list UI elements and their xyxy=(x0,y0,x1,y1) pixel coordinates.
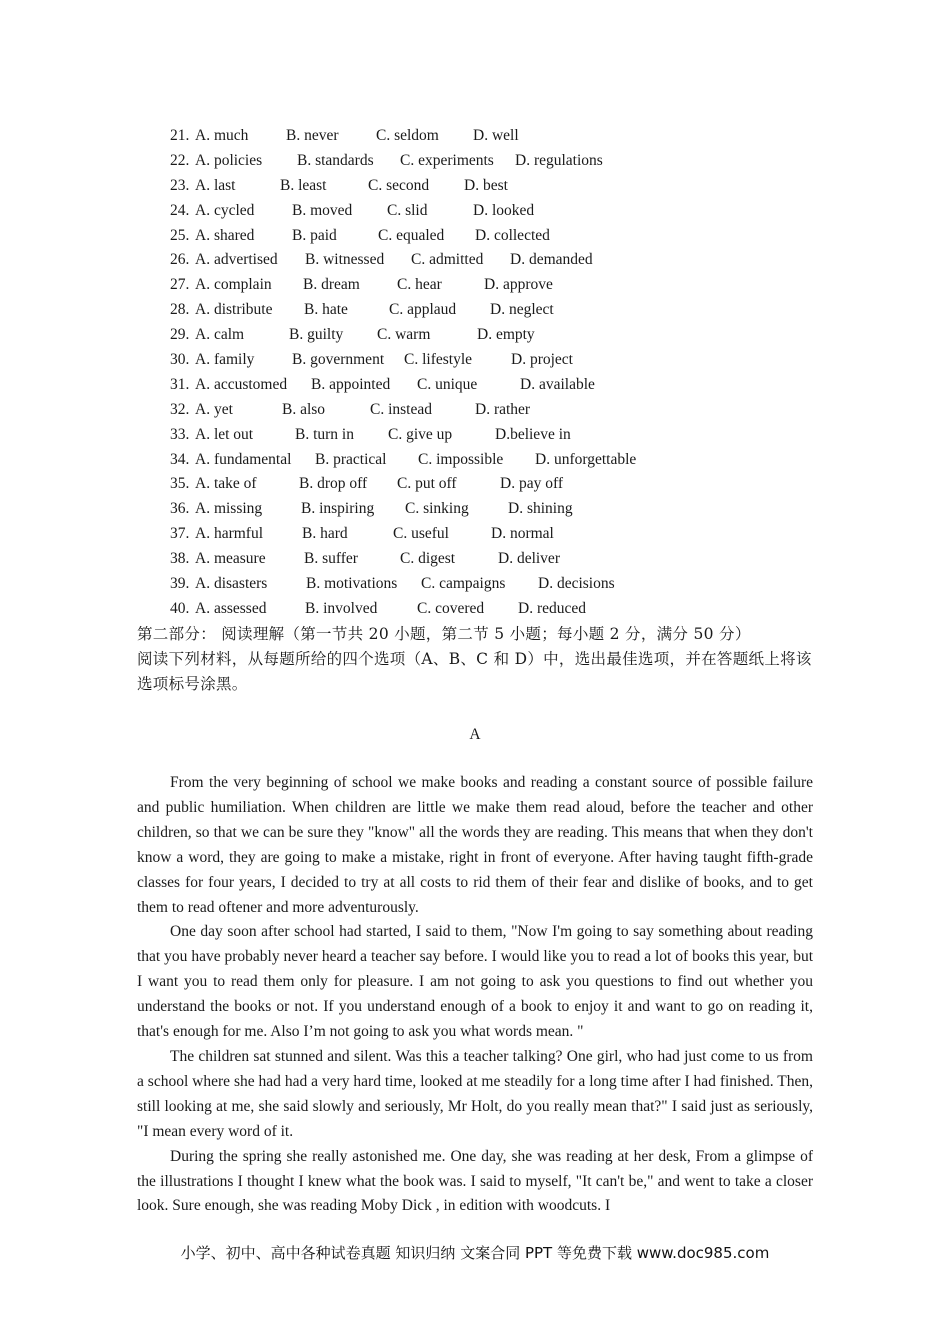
question-number: 35. xyxy=(170,475,190,493)
option-a: A. calm xyxy=(195,326,245,344)
option-d: D. project xyxy=(511,351,573,369)
option-d: D. collected xyxy=(475,226,550,244)
question-row xyxy=(170,224,830,249)
option-d: D. looked xyxy=(473,201,535,219)
passage-section-title: A xyxy=(469,726,481,743)
question-row xyxy=(170,174,830,199)
question-row xyxy=(170,298,830,323)
option-a: A. last xyxy=(195,176,236,194)
question-number: 31. xyxy=(170,375,190,393)
question-number: 38. xyxy=(170,550,190,568)
option-b: B. hard xyxy=(302,525,348,543)
question-row xyxy=(170,423,830,448)
part-two-heading: 第二部分： 阅读理解（第一节共 20 小题，第二节 5 小题；每小题 2 分，满分 50 分） xyxy=(137,625,751,643)
option-b: B. also xyxy=(282,400,326,418)
option-c: C. slid xyxy=(387,201,428,219)
option-c: C. useful xyxy=(393,525,449,543)
question-number: 26. xyxy=(170,251,190,269)
question-number: 27. xyxy=(170,276,190,294)
option-a: A. shared xyxy=(195,226,255,244)
option-b: B. drop off xyxy=(299,475,368,493)
option-c: C. covered xyxy=(417,599,485,617)
option-a: A. let out xyxy=(195,425,254,443)
question-row xyxy=(170,572,830,597)
passage-paragraph: From the very beginning of school we make books and reading a constant source of possible failure and public humiliation. When children are little we make them read aloud, before the teacher and other children, so that we can be sure they "know" all the words they are reading. This means that when they don't know a word, they are going to make a mistake, right in front of everyone. After having taught fifth-grade classes for four years, I decided to try at all costs to rid them of their fear and dislike of books, and to get them to read oftener and more adventurously. xyxy=(137,774,813,916)
part-two-instruction: 阅读下列材料，从每题所给的四个选项（A、B、C 和 D）中，选出最佳选项，并在答题纸上将该选项标号涂黑。 xyxy=(137,650,812,693)
passage-paragraph: The children sat stunned and silent. Was this a teacher talking? One girl, who had just come to us from a school where she had had a very hard time, looked at me steadily for a long time after I had finished. Then, still looking at me, she said slowly and seriously, Mr Holt, do you really mean that?" I said just as seriously, "I mean every word of it. xyxy=(137,1047,813,1140)
option-c: C. hear xyxy=(397,276,442,294)
option-a: A. harmful xyxy=(195,525,264,543)
question-number: 40. xyxy=(170,599,190,617)
question-number: 36. xyxy=(170,500,190,518)
option-a: A. accustomed xyxy=(195,375,288,393)
option-c: C. experiments xyxy=(400,151,494,169)
question-number: 34. xyxy=(170,450,190,468)
question-number: 33. xyxy=(170,425,190,443)
option-a: A. distribute xyxy=(195,301,273,319)
question-row xyxy=(170,199,830,224)
option-a: A. assessed xyxy=(195,599,267,617)
question-number: 22. xyxy=(170,151,190,169)
option-c: C. lifestyle xyxy=(404,351,473,369)
option-b: B. least xyxy=(280,176,327,194)
option-b: B. turn in xyxy=(295,425,354,443)
option-a: A. measure xyxy=(195,550,266,568)
question-number: 24. xyxy=(170,201,190,219)
option-d: D. available xyxy=(520,375,595,393)
question-row xyxy=(170,522,830,547)
answer-options-list xyxy=(170,124,830,622)
option-d: D. unforgettable xyxy=(535,450,637,468)
option-c: C. applaud xyxy=(389,301,457,319)
option-b: B. guilty xyxy=(289,326,344,344)
option-a: A. take of xyxy=(195,475,257,493)
option-d: D. demanded xyxy=(510,251,593,269)
option-d: D. well xyxy=(473,127,519,144)
option-b: B. suffer xyxy=(304,550,358,568)
option-b: B. government xyxy=(292,351,385,369)
option-b: B. witnessed xyxy=(305,251,385,269)
question-number: 30. xyxy=(170,351,190,369)
question-number: 37. xyxy=(170,525,190,543)
question-row xyxy=(170,448,830,473)
question-row xyxy=(170,597,830,622)
option-a: A. advertised xyxy=(195,251,278,269)
option-b: B. inspiring xyxy=(301,500,375,518)
question-row xyxy=(170,497,830,522)
option-d: D. decisions xyxy=(538,575,615,593)
option-a: A. disasters xyxy=(195,575,268,593)
option-b: B. dream xyxy=(303,276,360,294)
option-c: C. campaigns xyxy=(421,575,506,593)
question-number: 25. xyxy=(170,226,190,244)
option-b: B. motivations xyxy=(306,575,398,593)
question-row xyxy=(170,547,830,572)
option-c: C. give up xyxy=(388,425,453,443)
option-c: C. digest xyxy=(400,550,456,568)
question-number: 23. xyxy=(170,176,190,194)
option-c: C. equaled xyxy=(378,226,445,244)
option-b: B. appointed xyxy=(311,375,391,393)
page-footer: 小学、初中、高中各种试卷真题 知识归纳 文案合同 PPT 等免费下载 www.doc985.com xyxy=(180,1244,770,1262)
option-d: D. neglect xyxy=(490,301,554,319)
question-row xyxy=(170,248,830,273)
option-d: D. approve xyxy=(484,276,553,294)
option-d: D. normal xyxy=(491,525,554,543)
option-b: B. hate xyxy=(304,301,348,319)
option-a: A. fundamental xyxy=(195,450,292,468)
option-d: D. deliver xyxy=(498,550,560,568)
passage-paragraph: During the spring she really astonished me. One day, she was reading at her desk, From a glimpse of the illustrations I thought I knew what the book was. I said to myself, "It can't be," and went to take a closer look. Sure enough, she was reading Moby Dick , in edition with woodcuts. I xyxy=(137,1147,813,1215)
option-a: A. policies xyxy=(195,151,263,169)
option-d: D. pay off xyxy=(500,475,563,493)
option-a: A. cycled xyxy=(195,201,255,219)
question-number: 29. xyxy=(170,326,190,344)
option-c: C. warm xyxy=(377,326,431,344)
option-a: A. yet xyxy=(195,400,233,418)
option-c: C. impossible xyxy=(418,450,504,468)
option-d: D. rather xyxy=(475,400,531,418)
option-a: A. family xyxy=(195,351,255,369)
option-c: C. sinking xyxy=(405,500,469,518)
option-d: D. shining xyxy=(508,500,573,518)
question-row xyxy=(170,398,830,423)
option-c: C. put off xyxy=(397,475,457,493)
question-row xyxy=(170,323,830,348)
reading-passage xyxy=(137,771,813,1219)
question-row xyxy=(170,149,830,174)
option-b: B. moved xyxy=(292,201,353,219)
option-d: D. empty xyxy=(477,326,535,344)
passage-paragraph: One day soon after school had started, I said to them, "Now I'm going to say something about reading that you have probably never heard a teacher say before. I would like you to read a lot of books this year, but I want you to read them only for pleasure. I am not going to ask you questions to find out whether you understand the books or not. If you understand enough of a book to enjoy it and want to go on reading it, that's enough for me. Also I’m not going to ask you what words mean. " xyxy=(137,923,813,1041)
option-c: C. second xyxy=(368,176,430,194)
question-row xyxy=(170,273,830,298)
option-c: C. admitted xyxy=(411,251,484,269)
option-a: A. complain xyxy=(195,276,272,294)
option-a: A. much xyxy=(195,127,249,144)
option-d: D. reduced xyxy=(518,599,586,617)
option-d: D. best xyxy=(464,176,508,194)
option-b: B. standards xyxy=(297,151,374,169)
question-number: 21. xyxy=(170,127,190,144)
option-b: B. never xyxy=(286,127,339,144)
question-row xyxy=(170,373,830,398)
option-c: C. unique xyxy=(417,375,478,393)
question-number: 32. xyxy=(170,400,190,418)
option-b: B. paid xyxy=(292,226,337,244)
option-c: C. seldom xyxy=(376,127,439,144)
option-d: D. regulations xyxy=(515,151,603,169)
question-number: 39. xyxy=(170,575,190,593)
question-row xyxy=(170,124,830,149)
question-row xyxy=(170,348,830,373)
option-c: C. instead xyxy=(370,400,432,418)
question-number: 28. xyxy=(170,301,190,319)
option-b: B. involved xyxy=(305,599,378,617)
option-d: D.believe in xyxy=(495,425,571,443)
question-row xyxy=(170,472,830,497)
option-b: B. practical xyxy=(315,450,387,468)
option-a: A. missing xyxy=(195,500,263,518)
